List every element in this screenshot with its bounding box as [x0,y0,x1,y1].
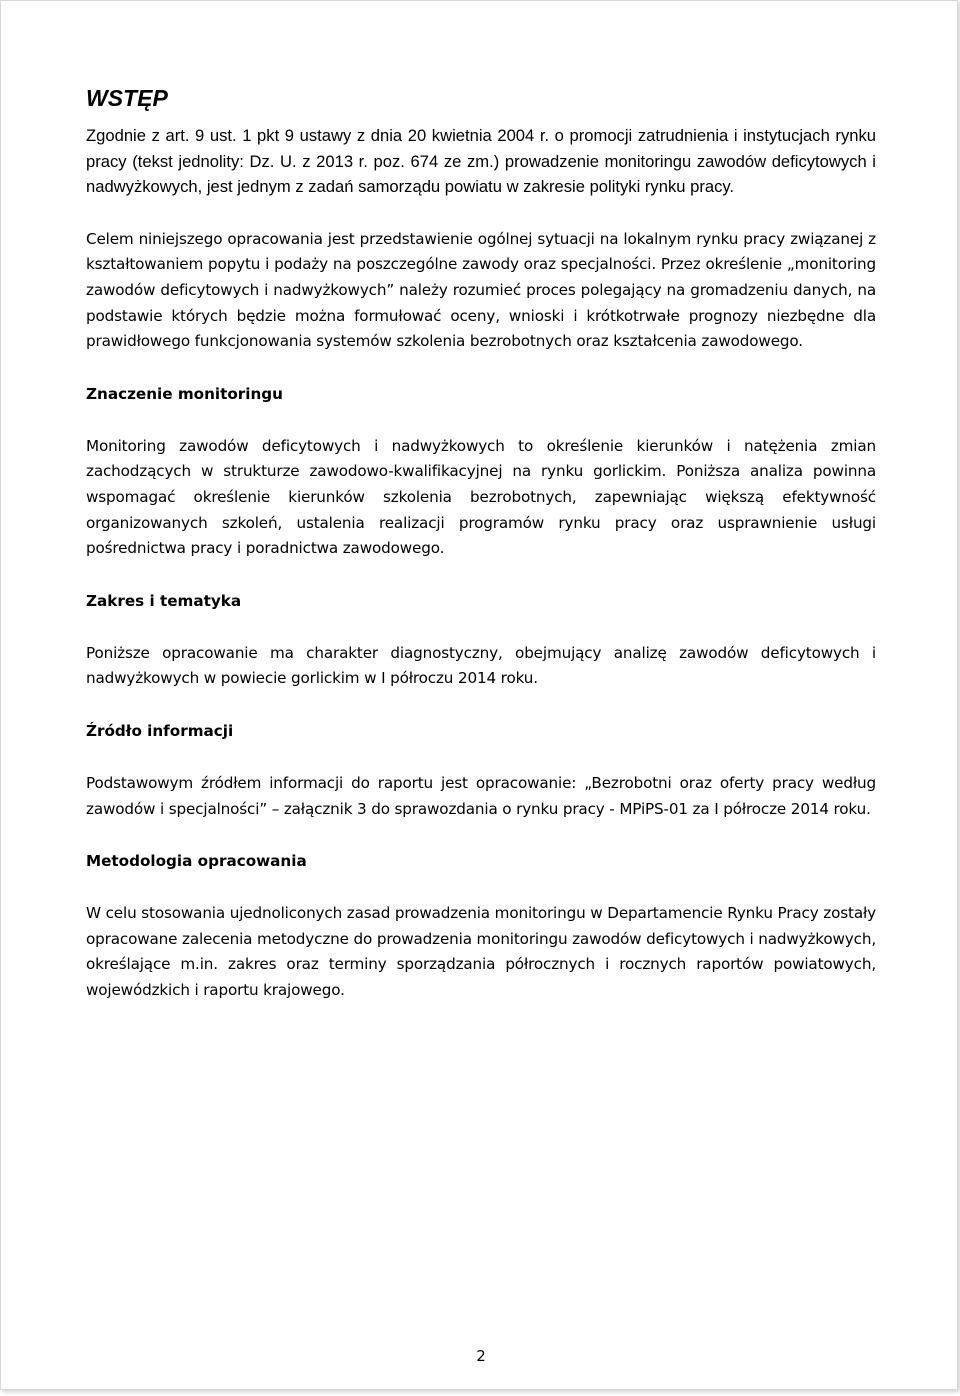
intro-paragraph: Zgodnie z art. 9 ust. 1 pkt 9 ustawy z dnia 20 kwietnia 2004 r. o promocji zatrudnienia i instytucjach rynku pracy (tekst jednolity: Dz. U. z 2013 r. poz. 674 ze zm.) prowadzenie monitoringu zawodów deficytowych i nadwyżkowych, jest jednym z zadań samorządu powiatu w zakresie polityki rynku pracy. [86,126,876,197]
section-heading-metodologia: Metodologia opracowania [86,852,307,871]
section-heading-zrodlo: Źródło informacji [86,721,234,740]
section-text-zrodlo: Podstawowym źródłem informacji do raportu jest opracowanie: „Bezrobotni oraz oferty pracy według zawodów i specjalności” – załącznik 3 do sprawozdania o rynku pracy - MPiPS-01 za I półrocze 2014 roku. [86,773,876,818]
purpose-paragraph: Celem niniejszego opracowania jest przedstawienie ogólnej sytuacji na lokalnym rynku pracy związanej z kształtowaniem popytu i podaży na poszczególne zawody oraz specjalności. Przez określenie „monitoring zawodów deficytowych i nadwyżkowych” należy rozumieć proces polegający na gromadzeniu danych, na podstawie których będzie można formułować oceny, wnioski i krótkotrwałe prognozy niezbędne dla prawidłowego funkcjonowania systemów szkolenia bezrobotnych oraz kształcenia zawodowego. [86,229,876,351]
section-text-metodologia: W celu stosowania ujednoliconych zasad prowadzenia monitoringu w Departamencie Rynku Pracy zostały opracowane zalecenia metodyczne do prowadzenia monitoringu zawodów deficytowych i nadwyżkowych, określające m.in. zakres oraz terminy sporządzania półrocznych i rocznych raportów powiatowych, wojewódzkich i raportu krajowego. [86,904,876,999]
section-text-zakres: Poniższe opracowanie ma charakter diagnostyczny, obejmujący analizę zawodów deficytowych i nadwyżkowych w powiecie gorlickim w I półroczu 2014 roku. [86,643,876,688]
page-content [86,83,876,1030]
page-number: 2 [476,1347,486,1365]
document-title: WSTĘP [86,85,168,111]
section-text-znaczenie: Monitoring zawodów deficytowych i nadwyżkowych to określenie kierunków i natężenia zmian zachodzących w strukturze zawodowo-kwalifikacyjnej na rynku gorlickim. Poniższa analiza powinna wspomagać określenie kierunków szkolenia bezrobotnych, zapewniając większą efektywność organizowanych szkoleń, ustalenia realizacji programów rynku pracy oraz usprawnienie usługi pośrednictwa pracy i poradnictwa zawodowego. [86,436,876,558]
section-heading-znaczenie: Znaczenie monitoringu [86,384,283,403]
section-heading-zakres: Zakres i tematyka [86,591,242,610]
